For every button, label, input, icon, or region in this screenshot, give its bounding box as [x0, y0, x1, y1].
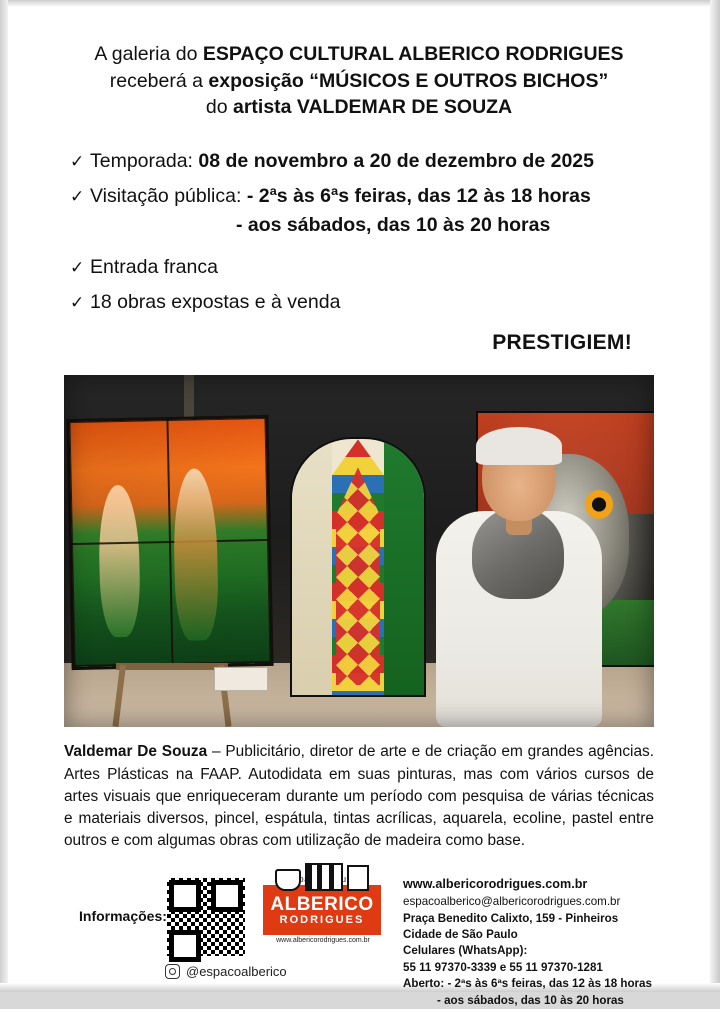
call-to-action: PRESTIGIEM!: [492, 331, 632, 355]
detail-row-free-entry: [70, 255, 680, 280]
detail-row-works: [70, 290, 680, 315]
headline-line-3: [8, 94, 710, 121]
check-icon: ✓: [70, 293, 85, 313]
headline-line-2-prefix: receberá a: [109, 69, 209, 92]
detail-free-entry: Entrada franca: [90, 256, 218, 279]
contact-hours-saturday: - aos sábados, das 10 às 20 horas: [437, 993, 624, 1007]
venue-logo-sub: RODRIGUES: [279, 913, 365, 926]
detail-row-season: [70, 149, 680, 174]
contact-website[interactable]: www.albericorodrigues.com.br: [403, 877, 588, 892]
contact-hours-weekdays: Aberto: - 2ªs às 6ªs feiras, das 12 às 18 horas: [403, 977, 652, 991]
contact-phones: 55 11 97370-3339 e 55 11 97370-1281: [403, 960, 603, 974]
easel-bar: [116, 663, 228, 670]
contact-address: Praça Benedito Calixto, 159 - Pinheiros: [403, 911, 619, 925]
detail-season-label: Temporada:: [90, 149, 199, 172]
gallery-photo: [64, 375, 654, 727]
venue-logo-name: ALBERICO: [270, 893, 374, 915]
headline-line-1-prefix: A galeria do: [94, 43, 203, 65]
headline-artist: artista VALDEMAR DE SOUZA: [232, 96, 513, 119]
detail-season: [90, 149, 680, 174]
venue-logo: [263, 874, 383, 962]
page-edge-right: [710, 0, 720, 992]
poster-content: [8, 7, 710, 1007]
venue-logo-icons: [263, 863, 381, 891]
artist-figure: [428, 433, 608, 727]
venue-logo-url: www.albericorodrigues.com.br: [276, 937, 370, 945]
detail-visiting-saturday: - aos sábados, das 10 às 20 horas: [236, 214, 551, 237]
instagram-icon: [165, 964, 180, 979]
cup-icon: [275, 869, 301, 891]
artwork-left: [69, 418, 270, 667]
headline-line-2: [8, 68, 710, 95]
instagram-handle-text: @espacoalberico: [186, 964, 287, 980]
detail-row-visiting: [70, 184, 680, 209]
venue-logo-badge: [263, 885, 381, 935]
books-icon: [305, 863, 343, 891]
check-icon: ✓: [70, 258, 85, 278]
artist-hair: [476, 427, 562, 465]
detail-visiting-value: - 2ªs às 6ªs feiras, das 12 às 18 horas: [246, 184, 591, 207]
detail-season-value: 08 de novembro a 20 de dezembro de 2025: [198, 149, 594, 172]
headline-block: [8, 7, 710, 121]
contact-email[interactable]: espacoalberico@albericorodrigues.com.br: [403, 895, 621, 909]
headline-line-3-prefix: do: [205, 96, 233, 119]
easel: [116, 663, 228, 727]
artist-bio: [64, 741, 654, 852]
note-icon: [347, 865, 369, 891]
headline-venue: ESPAÇO CULTURAL ALBERICO RODRIGUES: [202, 43, 624, 65]
instagram-handle[interactable]: [165, 964, 287, 979]
info-label: Informações:: [79, 908, 167, 925]
footer-block: [59, 874, 659, 1007]
artist-bio-text: – Publicitário, diretor de arte e de criação em grandes agências. Artes Plásticas na FAAP. Autodidata em suas pinturas, mas com vários cursos de artes visuais que enriqueceram durante um período com pesquisa de várias técnicas e materiais diversos, pincel, espátula, tintas acrílicas, aquarela, ecoline, pastel entre outros e com algumas obras com utilização de madeira como base.: [64, 743, 654, 850]
check-icon: ✓: [70, 186, 85, 206]
headline-line-1: [8, 41, 710, 68]
wall-plaque: [214, 667, 268, 691]
page-edge-left: [0, 0, 8, 992]
contact-city: Cidade de São Paulo: [403, 928, 518, 941]
artwork-center-left-leaf: [292, 439, 332, 695]
artwork-center-right-leaf: [384, 439, 424, 695]
contact-block: [403, 876, 652, 1009]
page-edge-top: [0, 0, 720, 7]
artist-bio-name: Valdemar De Souza: [64, 743, 208, 761]
detail-visiting: [90, 184, 680, 209]
artwork-center: [292, 439, 424, 695]
detail-works: 18 obras expostas e à venda: [90, 291, 341, 314]
detail-visiting-label: Visitação pública:: [90, 184, 247, 207]
details-list: [8, 149, 710, 356]
artwork-left-panel-lines: [69, 418, 270, 667]
contact-phones-label: Celulares (WhatsApp):: [403, 944, 528, 958]
check-icon: ✓: [70, 151, 85, 171]
headline-exhibition-title: exposição “MÚSICOS E OUTROS BICHOS”: [208, 69, 609, 92]
qr-code-corner: [169, 930, 201, 962]
